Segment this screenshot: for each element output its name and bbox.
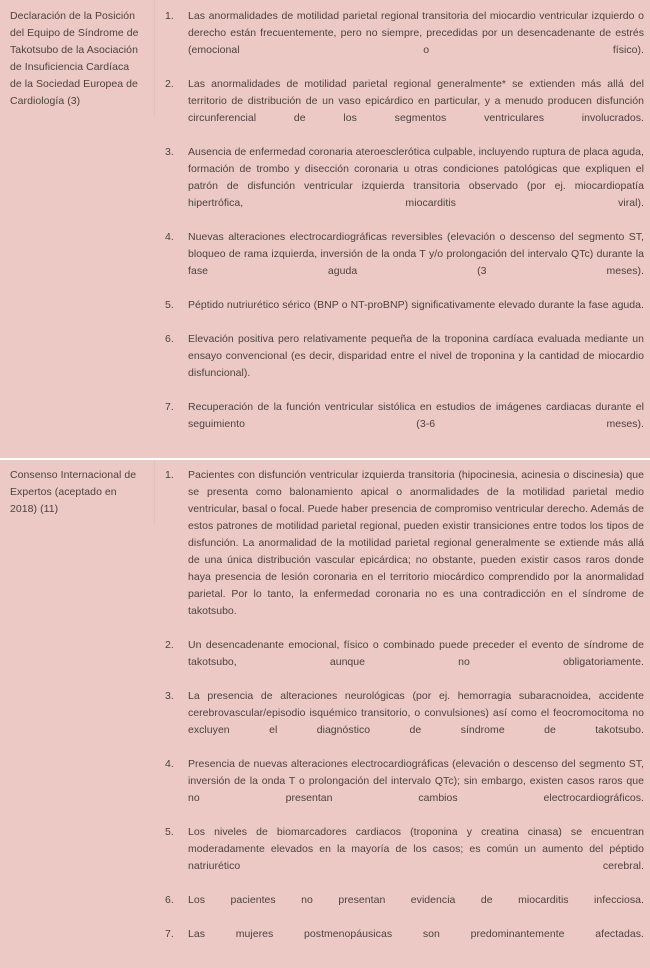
list-item-number: 5. — [165, 826, 174, 838]
list-item-number: 1. — [165, 469, 174, 481]
list-item-number: 7. — [165, 401, 174, 413]
list-item-number: 3. — [165, 690, 174, 702]
list-item-number: 2. — [165, 78, 174, 90]
criteria-cell — [155, 0, 650, 458]
list-item-text: Recuperación de la función ventricular sistólica en estudios de imágenes cardiacas durante el seguimiento (3-6 meses). — [188, 401, 644, 430]
list-item — [165, 892, 644, 926]
list-item-text: Elevación positiva pero relativamente pequeña de la troponina cardíaca evaluada mediante un ensayo convencional (es decir, disparidad entre el nivel de troponina y la cantidad de miocardio disfuncional). — [188, 333, 644, 379]
list-item-text: Pacientes con disfunción ventricular izquierda transitoria (hipocinesia, acinesia o discinesia) que se presenta como balonamiento apical o anormalidades de la motilidad parietal medio ventricular, basal o focal. Puede haber presencia de compromiso ventricular derecho. Además de estos patrones de motilidad parietal regional, pueden existir transiciones entre todos los tipos de disfunción. La anormalidad de la motilidad parietal regional generalmente se extiende más allá de una única distribución vascular epicárdica; no obstante, pueden existir casos raros donde haya presencia de lesión coronaria en el territorio miocárdico comprendido por la anormalidad parietal. Por lo tanto, la enfermedad coronaria no es una contradicción en el síndrome de takotsubo. — [188, 469, 644, 617]
source-cell — [0, 460, 155, 526]
list-item-text: Las anormalidades de motilidad parietal regional transitoria del miocardio ventricular izquierdo o derecho están frecuentemente, pero no siempre, precedidas por un desencadenante de estrés (emocional o físico). — [188, 10, 644, 56]
list-item — [165, 399, 644, 450]
list-item — [165, 331, 644, 399]
source-label: Declaración de la Posición del Equipo de Síndrome de Takotsubo de la Asociación de Insuficiencia Cardíaca de la Sociedad Europea de Cardiología (3) — [10, 10, 139, 107]
list-item-number: 4. — [165, 758, 174, 770]
list-item — [165, 297, 644, 331]
list-item-text: Ausencia de enfermedad coronaria ateroesclerótica culpable, incluyendo ruptura de placa aguda, formación de trombo y disección coronaria u otras condiciones patológicas que expliquen el patrón de disfunción ventricular izquierda transitoria observado (por ej. miocardiopatía hipertrófica, miocarditis viral). — [188, 146, 644, 209]
list-item-number: 6. — [165, 333, 174, 345]
table-row — [0, 460, 650, 968]
criteria-list — [165, 8, 644, 450]
source-label: Consenso Internacional de Expertos (aceptado en 2018) (11) — [10, 469, 137, 515]
list-item-number: 7. — [165, 928, 174, 940]
list-item-text: Presencia de nuevas alteraciones electrocardiográficas (elevación o descenso del segmento ST, inversión de la onda T o prolongación del intervalo QTc); sin embargo, existen casos raros que no presentan cambios electrocardiográficos. — [188, 758, 644, 804]
list-item — [165, 467, 644, 637]
list-item — [165, 229, 644, 297]
source-cell — [0, 0, 155, 118]
list-item — [165, 824, 644, 892]
list-item-number: 6. — [165, 894, 174, 906]
list-item — [165, 756, 644, 824]
list-item-text: La presencia de alteraciones neurológicas (por ej. hemorragia subaracnoidea, accidente cerebrovascular/episodio isquémico transitorio, o convulsiones) así como el feocromocitoma no excluyen el diagnóstico de síndrome de takotsubo. — [188, 690, 644, 736]
list-item-number: 3. — [165, 146, 174, 158]
table-row — [0, 0, 650, 458]
list-item-number: 2. — [165, 639, 174, 651]
list-item — [165, 8, 644, 76]
list-item — [165, 637, 644, 688]
criteria-list — [165, 467, 644, 960]
list-item — [165, 926, 644, 960]
list-item-text: Las anormalidades de motilidad parietal regional generalmente* se extienden más allá del territorio de distribución de un vaso epicárdico en particular, y a menudo producen disfunción circunferencial de los segmentos ventriculares involucrados. — [188, 78, 644, 124]
list-item-number: 1. — [165, 10, 174, 22]
list-item-text: Las mujeres postmenopáusicas son predominantemente afectadas. — [188, 928, 644, 940]
list-item-text: Un desencadenante emocional, físico o combinado puede preceder el evento de síndrome de takotsubo, aunque no obligatoriamente. — [188, 639, 644, 668]
list-item — [165, 76, 644, 144]
list-item-text: Nuevas alteraciones electrocardiográficas reversibles (elevación o descenso del segmento ST, bloqueo de rama izquierda, inversión de la onda T y/o prolongación del intervalo QTc) durante la fase aguda (3 meses). — [188, 231, 644, 277]
list-item-number: 4. — [165, 231, 174, 243]
list-item-text: Los niveles de biomarcadores cardiacos (troponina y creatina cinasa) se encuentran moderadamente elevados en la mayoría de los casos; es común un aumento del péptido natriurético cerebral. — [188, 826, 644, 872]
list-item — [165, 144, 644, 229]
list-item-text: Los pacientes no presentan evidencia de miocarditis infecciosa. — [188, 894, 644, 906]
criteria-cell — [155, 460, 650, 968]
list-item-text: Péptido nutriurético sérico (BNP o NT-proBNP) significativamente elevado durante la fase aguda. — [188, 299, 644, 311]
list-item-number: 5. — [165, 299, 174, 311]
list-item — [165, 688, 644, 756]
